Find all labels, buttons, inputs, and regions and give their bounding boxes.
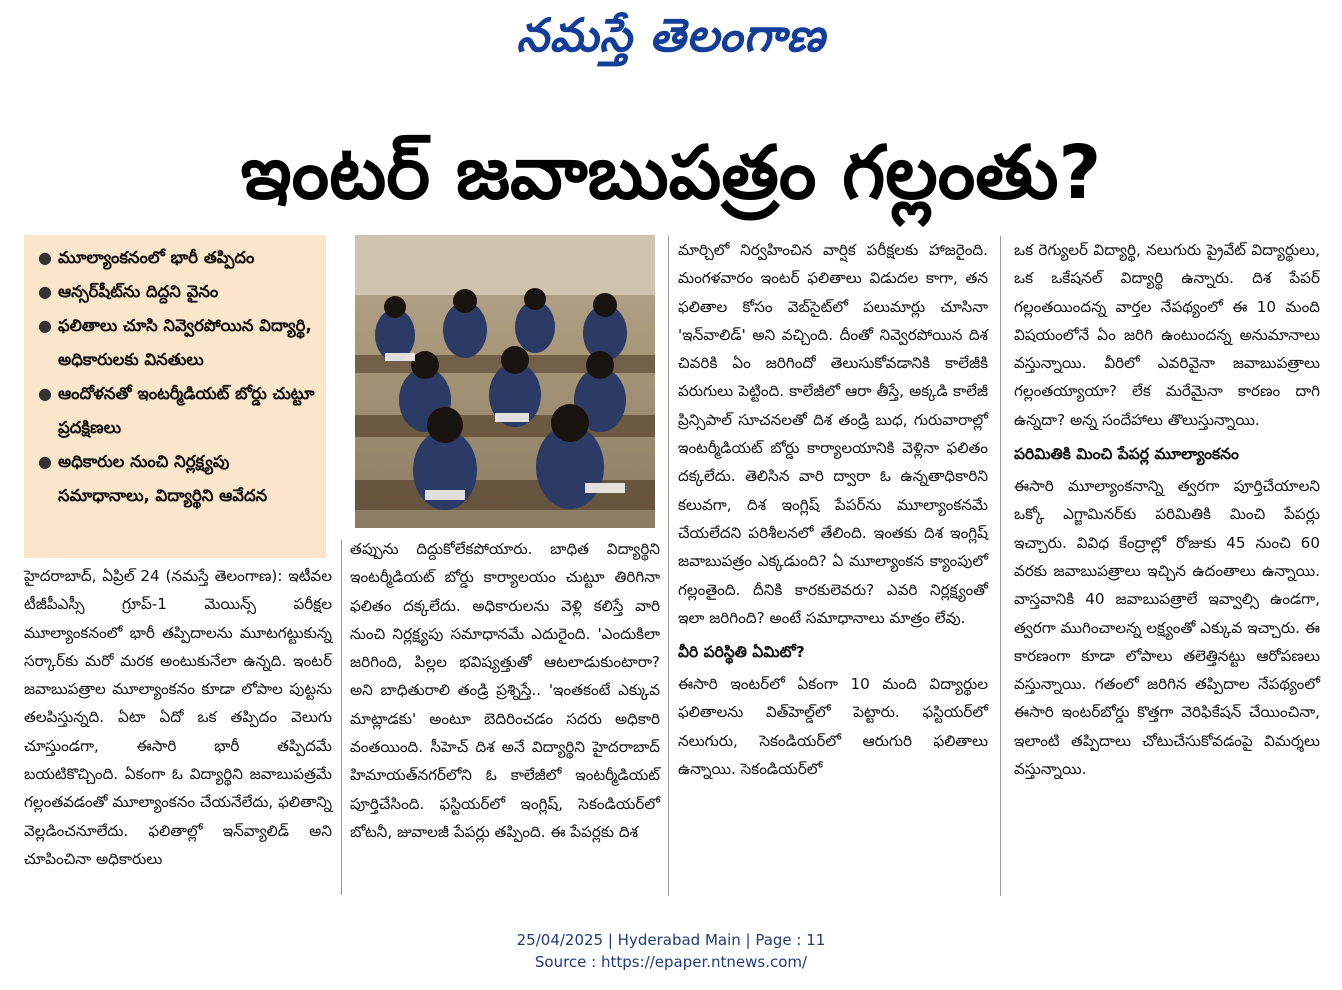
article-paragraph: ఈసారి మూల్యాంకనాన్ని త్వరగా పూర్తిచేయాలని ఒక్కో ఎగ్జామినర్‌కు పరిమితికి మించి పేపర్లు ఇచ్చారు. వివిధ కేంద్రాల్లో రోజుకు 45 నుంచి 60 వరకు జవాబుపత్రాలు ఇచ్చిన ఉదంతాలు ఉన్నాయి. వాస్తవానికి 40 జవాబుపత్రాలే ఇవ్వాల్సి ఉండగా, త్వరగా ముగించాలన్న లక్ష్యంతో ఎక్కువ ఇచ్చారు. ఈ కారణంగా కూడా లోపాలు తలెత్తినట్టు ఆరోపణలు వస్తున్నాయి. గతంలో జరిగిన తప్పిదాల నేపథ్యంలో ఈసారి ఇంటర్‌బోర్డు కొత్తగా వెరిఫికేషన్ చేయించినా, ఇలాంటి తప్పిదాలు చోటుచేసుకోవడంపై విమర్శలు వస్తున్నాయి. — [1014, 477, 1320, 779]
footer-date-page: 25/04/2025 | Hyderabad Main | Page : 11 — [516, 931, 826, 949]
article-paragraph: ఒక రెగ్యులర్ విద్యార్థి, నలుగురు ప్రైవేట్ విద్యార్థులు, ఒక ఒకేషనల్ విద్యార్థి ఉన్నారు. దిశ పేపర్ గల్లంతయిందన్న వార్తల నేపథ్యంలో ఈ 10 మంది విషయంలోనే ఏం జరిగి ఉంటుందన్న అనుమానాలు వస్తున్నాయి. వీరిలో ఎవరివైనా జవాబుపత్రాలు గల్లంతయ్యాయా? లేక మరేమైనా కారణం దాగి ఉన్నదా? అన్న సందేహాలు తొలుస్తున్నాయి. — [1014, 241, 1320, 429]
students-exam-photo — [355, 235, 655, 528]
footer-source: Source : https://epaper.ntnews.com/ — [534, 953, 808, 971]
bullet-icon: ● — [38, 282, 52, 301]
bullet-icon: ● — [38, 384, 52, 403]
column-divider — [341, 540, 342, 895]
bullet-icon: ● — [38, 248, 52, 267]
page-footer — [0, 929, 1342, 973]
highlight-item — [32, 275, 318, 309]
bullet-icon: ● — [38, 452, 52, 471]
highlight-text: ఫలితాలు చూసి నివ్వెరపోయిన విద్యార్థి, అధికారులకు వినతులు — [58, 316, 312, 369]
article-paragraph: హైదరాబాద్, ఏప్రిల్ 24 (నమస్తే తెలంగాణ): ఇటీవల టీజీపీఎస్సీ గ్రూప్-1 మెయిన్స్ పరీక్షల మూల్యాంకనంలో భారీ తప్పిదాలను మూటగట్టుకున్న సర్కార్‌కు మరో మరక అంటుకునేలా ఉన్నది. ఇంటర్ జవాబుపత్రాల మూల్యాంకనం కూడా లోపాల పుట్టను తలపిస్తున్నది. ఏటా ఏదో ఒక తప్పిదం వెలుగు చూస్తుండగా, ఈసారి భారీ తప్పిదమే బయటికొచ్చింది. ఏకంగా ఓ విద్యార్థిని జవాబుపత్రమే గల్లంతవడంతో మూల్యాంకనం చేయనేలేదు, ఫలితాన్ని వెల్లడించనూలేదు. ఫలితాల్లో ఇన్‌వ్యాలిడ్ అని చూపించినా అధికారులు — [24, 567, 332, 868]
highlight-item — [32, 309, 318, 377]
highlight-item — [32, 241, 318, 275]
column-divider — [1000, 236, 1001, 896]
highlight-item — [32, 377, 318, 445]
highlight-item — [32, 445, 318, 513]
highlights-box — [24, 235, 326, 558]
highlight-text: మూల్యాంకనంలో భారీ తప్పిదం — [58, 248, 255, 267]
highlight-text: ఆన్సర్‌షీట్‌ను దిద్దని వైనం — [58, 282, 219, 301]
article-paragraph: తప్పును దిద్దుకోలేకపోయారు. బాధిత విద్యార్థిని ఇంటర్మీడియట్ బోర్డు కార్యాలయం చుట్టూ తిరిగినా ఫలితం దక్కలేదు. అధికారులను వెళ్లి కలిస్తే వారి నుంచి నిర్లక్ష్యపు సమాధానమే ఎదురైంది. 'ఎందుకిలా జరిగింది, పిల్లల భవిష్యత్తుతో ఆటలాడుకుంటారా? అని బాధితురాలి తండ్రి ప్రశ్నిస్తే.. 'ఇంతకంటే ఎక్కువ మాట్లాడకు' అంటూ బెదిరించడం సదరు అధికారి వంతయింది. సీహెచ్ దిశ అనే విద్యార్థిని హైదరాబాద్ హిమాయత్‌నగర్‌లోని ఓ కాలేజీలో ఇంటర్మీడియట్ పూర్తిచేసింది. ఫస్టియర్‌లో ఇంగ్లిష్, సెకండియర్‌లో బోటనీ, జువాలజీ పేపర్లు తప్పింది. ఈ పేపర్లకు దిశ — [350, 540, 660, 841]
column-divider — [668, 236, 669, 896]
article-column-4 — [1014, 236, 1320, 783]
masthead-logo: నమస్తే తెలంగాణ — [516, 8, 826, 62]
article-paragraph: మార్చిలో నిర్వహించిన వార్షిక పరీక్షలకు హాజరైంది. మంగళవారం ఇంటర్ ఫలితాలు విడుదల కాగా, తన ఫలితాల కోసం వెబ్‌సైట్‌లో పలుమార్లు చూసినా 'ఇన్‌వాలిడ్' అని వచ్చింది. దీంతో నివ్వెరపోయిన దిశ చివరికి ఏం జరిగిందో తెలుసుకోవడానికి కాలేజీకి పరుగులు పెట్టింది. కాలేజీలో ఆరా తీస్తే, అక్కడి కాలేజీ ప్రిన్సిపాల్ సూచనలతో దిశ తండ్రి బుధ, గురువారాల్లో ఇంటర్మీడియట్ బోర్డు కార్యాలయానికి వెళ్లినా ఫలితం దక్కలేదు. తెలిసిన వారి ద్వారా ఓ ఉన్నతాధికారిని కలువగా, దిశ ఇంగ్లిష్ పేపర్‌ను మూల్యాంకనమే చేయలేదని పరిశీలనలో తేలింది. ఇంతకు దిశ ఇంగ్లిష్ జవాబుపత్రం ఎక్కడుంది? ఏ మూల్యాంకన క్యాంపులో గల్లంతైంది. దీనికి కారకులెవరు? ఎవరి నిర్లక్ష్యంతో ఇలా జరిగింది? అంటే సమాధానాలు మాత్రం లేవు. — [678, 241, 988, 627]
section-subheading: వీరి పరిస్థితి ఏమిటో? — [678, 643, 805, 662]
highlight-text: అధికారుల నుంచి నిర్లక్ష్యపు సమాధానాలు, విద్యార్థిని ఆవేదన — [58, 452, 268, 505]
bullet-icon: ● — [38, 316, 52, 335]
article-column-3 — [678, 236, 988, 783]
article-paragraph: ఈసారి ఇంటర్‌లో ఏకంగా 10 మంది విద్యార్థుల ఫలితాలను విత్‌హెల్డ్‌లో పెట్టారు. ఫస్టియర్‌లో నలుగురు, సెకండియర్‌లో ఆరుగురి ఫలితాలు ఉన్నాయి. సెకండియర్‌లో — [678, 675, 988, 779]
highlight-text: ఆందోళనతో ఇంటర్మీడియట్ బోర్డు చుట్టూ ప్రదక్షిణలు — [58, 384, 315, 437]
headline: ఇంటర్ జవాబుపత్రం గల్లంతు? — [240, 130, 1102, 216]
section-subheading: పరిమితికి మించి పేపర్ల మూల్యాంకనం — [1014, 445, 1239, 464]
article-column-2 — [350, 535, 660, 846]
article-column-1 — [24, 562, 332, 873]
exam-hall-illustration — [355, 235, 655, 528]
